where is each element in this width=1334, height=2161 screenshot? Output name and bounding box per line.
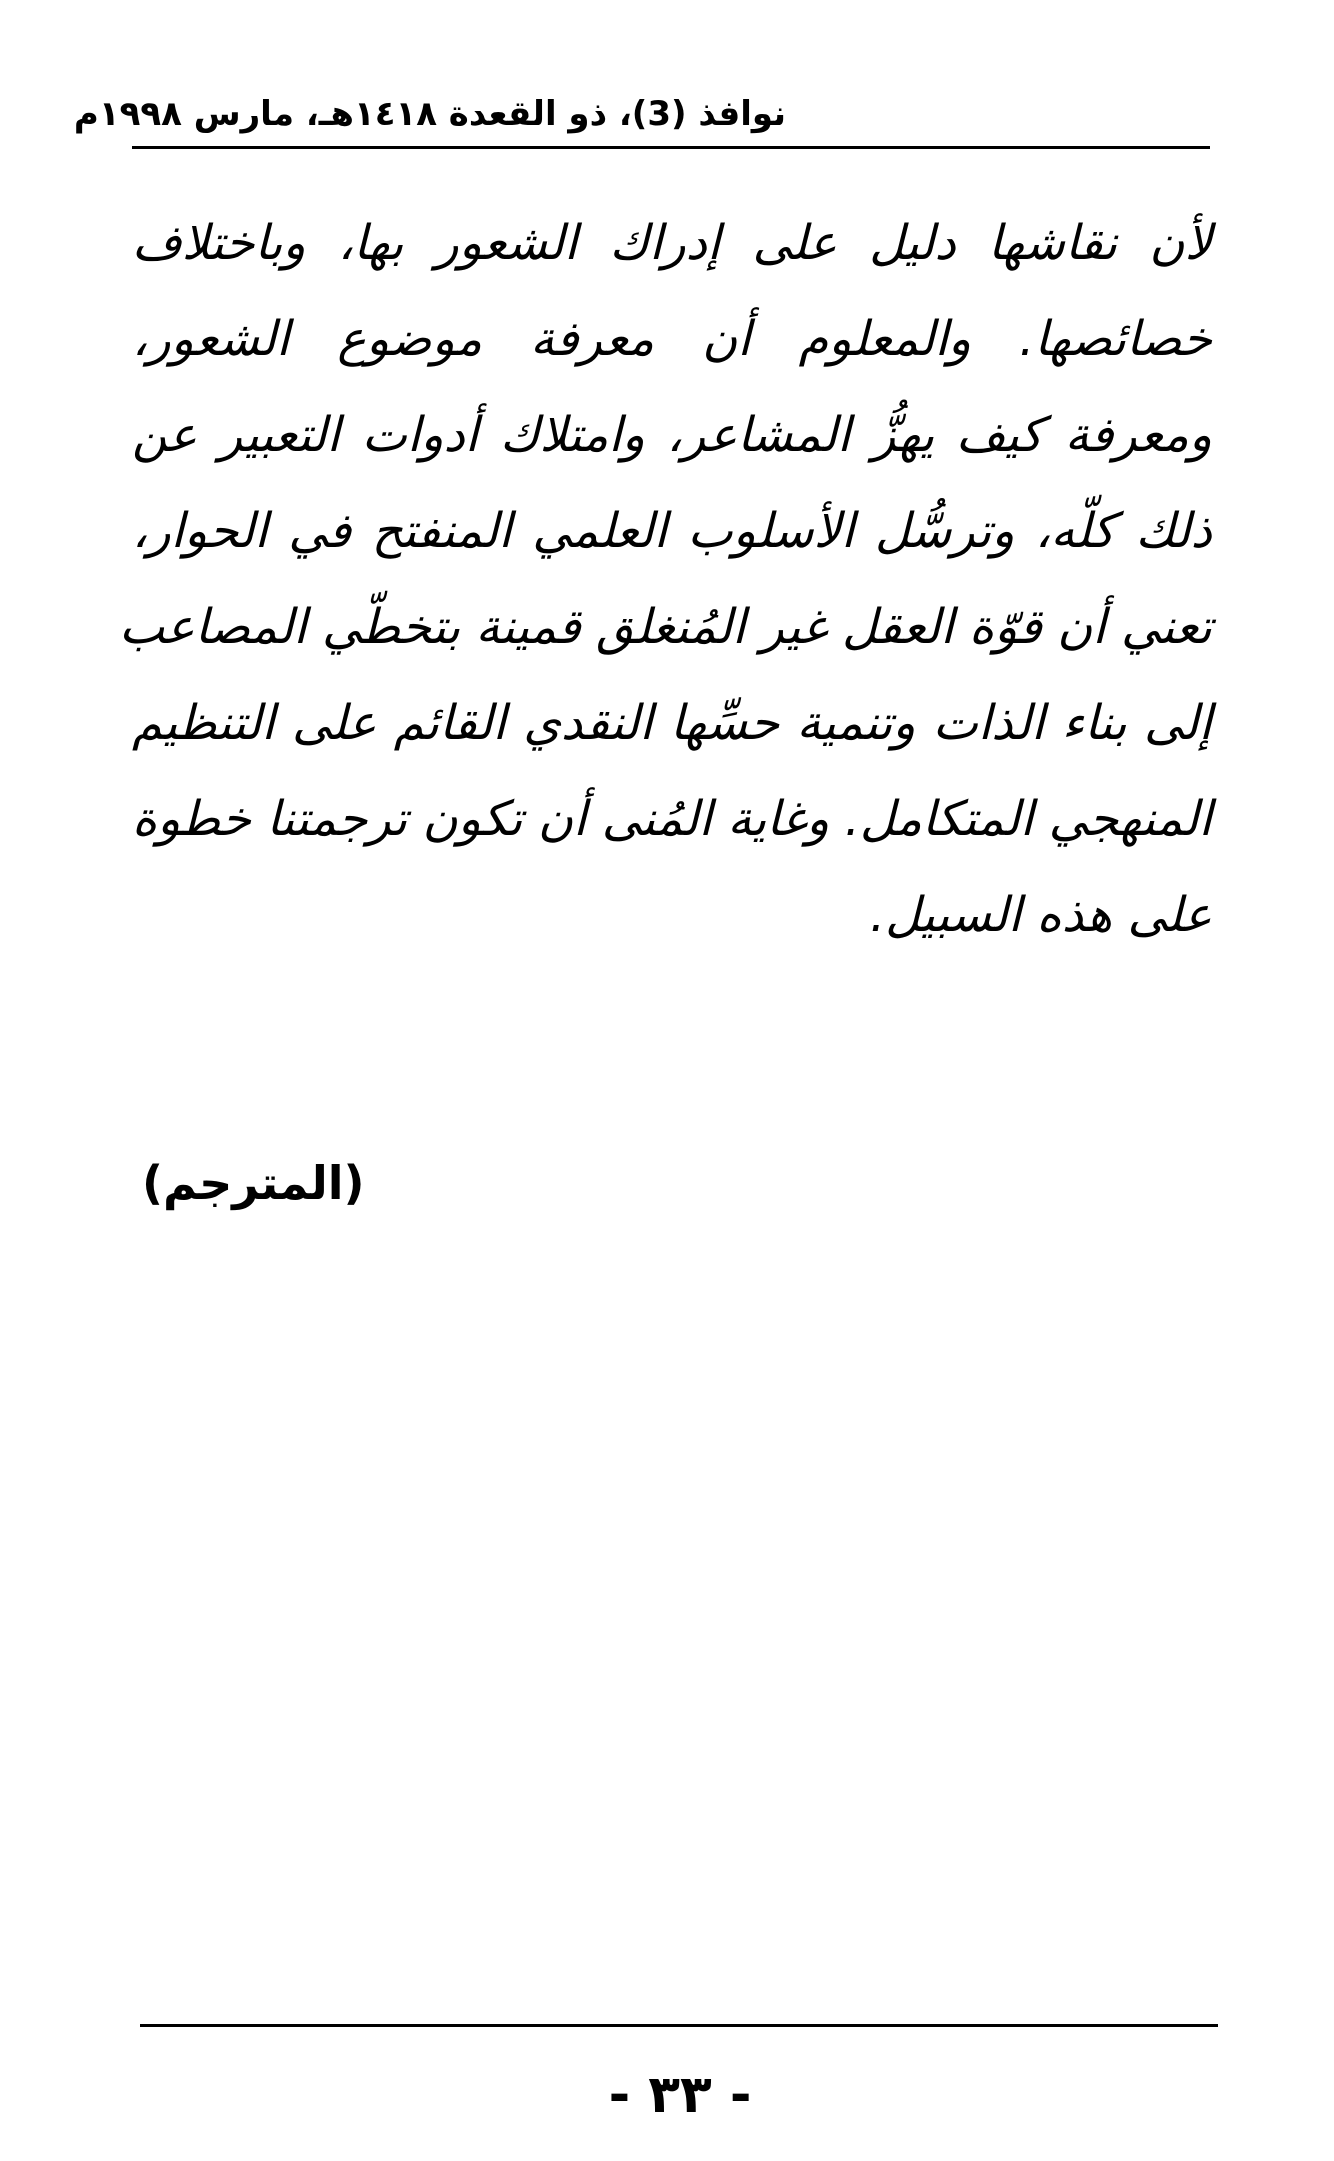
translator-signature: (المترجم) xyxy=(142,1156,365,1210)
paragraph-line: ومعرفة كيف يهزُّ المشاعر، وامتلاك أدوات التعبير عن xyxy=(132,407,1212,463)
paragraph-line: تعني أن قوّة العقل غير المُنغلق قمينة بتخطّي المصاعب xyxy=(119,599,1212,655)
paragraph-line: إلى بناء الذات وتنمية حسِّها النقدي القائم على التنظيم xyxy=(132,695,1212,751)
running-header: نوافذ (3)، ذو القعدة ١٤١٨هـ، مارس ١٩٩٨م xyxy=(73,94,786,134)
paragraph-line: لأن نقاشها دليل على إدراك الشعور بها، وباختلاف xyxy=(132,215,1212,271)
body-paragraph xyxy=(119,195,1212,963)
paragraph-line: ذلك كلّه، وترسُّل الأسلوب العلمي المنفتح في الحوار، xyxy=(132,503,1212,559)
header-divider xyxy=(132,146,1210,149)
footer-divider xyxy=(140,2024,1218,2027)
paragraph-line: على هذه السبيل. xyxy=(869,887,1212,943)
paragraph-line: خصائصها. والمعلوم أن معرفة موضوع الشعور، xyxy=(132,311,1212,367)
page-number: - ٣٣ - xyxy=(608,2065,752,2125)
paragraph-line: المنهجي المتكامل. وغاية المُنى أن تكون ترجمتنا خطوة xyxy=(132,791,1212,847)
